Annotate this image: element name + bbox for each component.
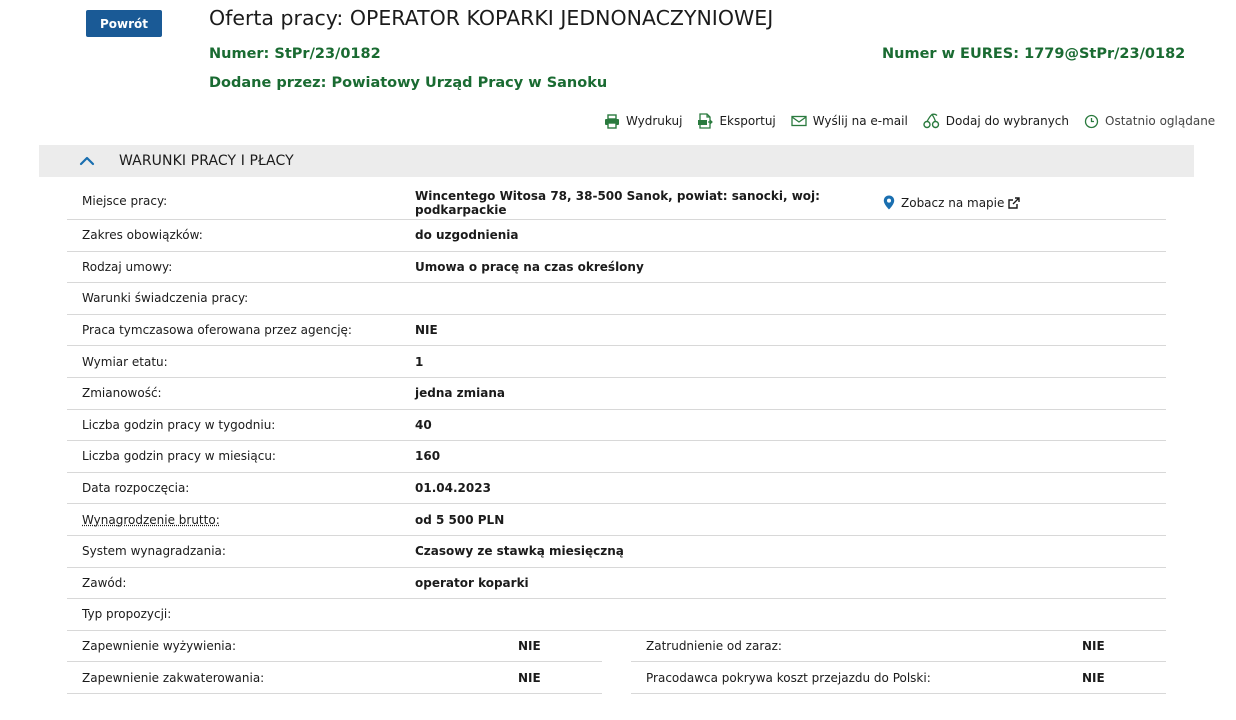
added-by-label: Dodane przez: (209, 75, 327, 91)
table-row (67, 599, 1166, 631)
row-key: Rodzaj umowy: (82, 259, 173, 274)
action-bar (604, 113, 1215, 129)
row-value: 1 (415, 354, 424, 369)
row-key[interactable] (67, 513, 415, 527)
email-action[interactable] (791, 113, 908, 129)
eures-number (882, 46, 1185, 62)
split-right-column (631, 631, 1166, 694)
section-toggle-work-conditions[interactable] (39, 145, 1194, 177)
offer-number (209, 46, 381, 62)
row-value: NIE (518, 670, 541, 685)
cherries-icon (923, 113, 940, 129)
envelope-icon (791, 115, 807, 127)
row-key: Warunki świadczenia pracy: (82, 291, 249, 306)
added-by-value: Powiatowy Urząd Pracy w Sanoku (331, 75, 608, 91)
row-value: NIE (415, 323, 438, 338)
row-key: Zakres obowiązków: (82, 228, 203, 243)
table-row (67, 378, 1166, 410)
show-on-map-label: Zobacz na mapie (901, 195, 1005, 210)
row-value: Wincentego Witosa 78, 38-500 Sanok, powiat: sanocki, woj: podkarpackie (415, 188, 820, 217)
row-value: 40 (415, 417, 432, 432)
row-value: od 5 500 PLN (415, 512, 505, 527)
row-key: Typ propozycji: (82, 607, 172, 622)
offer-number-label: Numer: (209, 46, 270, 62)
row-value: operator koparki (415, 575, 529, 590)
row-key: Liczba godzin pracy w tygodniu: (82, 417, 276, 432)
table-row (631, 631, 1166, 663)
table-row (67, 252, 1166, 284)
table-row (67, 346, 1166, 378)
printer-icon (604, 114, 620, 129)
row-value: NIE (1082, 670, 1105, 685)
recent-label: Ostatnio oglądane (1105, 114, 1216, 128)
row-key: Liczba godzin pracy w miesiącu: (82, 449, 276, 464)
row-key: System wynagradzania: (82, 544, 226, 559)
table-row (67, 631, 602, 663)
table-row (67, 662, 602, 694)
table-row (67, 536, 1166, 568)
external-link-icon (1008, 197, 1020, 209)
row-key: Zawód: (82, 575, 127, 590)
table-row (67, 315, 1166, 347)
show-on-map-link[interactable] (883, 195, 1026, 210)
recent-action[interactable] (1084, 113, 1215, 129)
work-conditions-table (67, 186, 1166, 694)
row-value: NIE (518, 639, 541, 654)
favorite-label: Dodaj do wybranych (945, 114, 1070, 128)
table-row (67, 410, 1166, 442)
export-pdf-icon (697, 113, 713, 129)
row-key: Praca tymczasowa oferowana przez agencję: (82, 323, 352, 338)
row-value: 01.04.2023 (415, 481, 491, 496)
table-row (631, 662, 1166, 694)
added-by (209, 75, 607, 91)
salary-tooltip-term[interactable]: Wynagrodzenie brutto: (82, 512, 220, 527)
email-label: Wyślij na e-mail (812, 114, 908, 128)
row-value: jedna zmiana (415, 386, 505, 401)
row-value: NIE (1082, 639, 1105, 654)
section-title: WARUNKI PRACY I PŁACY (119, 153, 294, 169)
back-button[interactable]: Powrót (86, 10, 162, 37)
table-row (67, 441, 1166, 473)
row-key: Zatrudnienie od zaraz: (646, 639, 782, 654)
table-row (67, 504, 1166, 536)
row-key: Wymiar etatu: (82, 354, 168, 369)
favorite-action[interactable] (923, 113, 1069, 129)
table-row (67, 473, 1166, 505)
split-rows (67, 631, 1166, 694)
row-value: Czasowy ze stawką miesięczną (415, 544, 624, 559)
chevron-up-icon (79, 156, 95, 166)
print-action[interactable] (604, 113, 682, 129)
table-row (67, 220, 1166, 252)
clock-icon (1084, 114, 1099, 129)
print-label: Wydrukuj (626, 114, 683, 128)
eures-number-label: Numer w EURES: (882, 46, 1020, 62)
row-key: Miejsce pracy: (82, 194, 168, 208)
table-row (67, 283, 1166, 315)
row-key: Zmianowość: (82, 386, 162, 401)
offer-number-value: StPr/23/0182 (274, 46, 381, 62)
map-pin-icon (883, 195, 895, 210)
export-label: Eksportuj (719, 114, 776, 128)
row-key: Data rozpoczęcia: (82, 481, 190, 496)
split-left-column (67, 631, 602, 694)
table-row (67, 186, 1166, 220)
row-value: do uzgodnienia (415, 228, 519, 243)
export-action[interactable] (697, 113, 775, 129)
row-value: 160 (415, 449, 441, 464)
row-value: Umowa o pracę na czas określony (415, 259, 644, 274)
table-row (67, 568, 1166, 600)
row-key: Zapewnienie wyżywienia: (82, 639, 237, 654)
page-title: Oferta pracy: OPERATOR KOPARKI JEDNONACZYNIOWEJ (209, 6, 774, 30)
eures-number-value: 1779@StPr/23/0182 (1024, 46, 1186, 62)
row-key: Pracodawca pokrywa koszt przejazdu do Polski: (646, 670, 931, 685)
row-key: Zapewnienie zakwaterowania: (82, 670, 265, 685)
